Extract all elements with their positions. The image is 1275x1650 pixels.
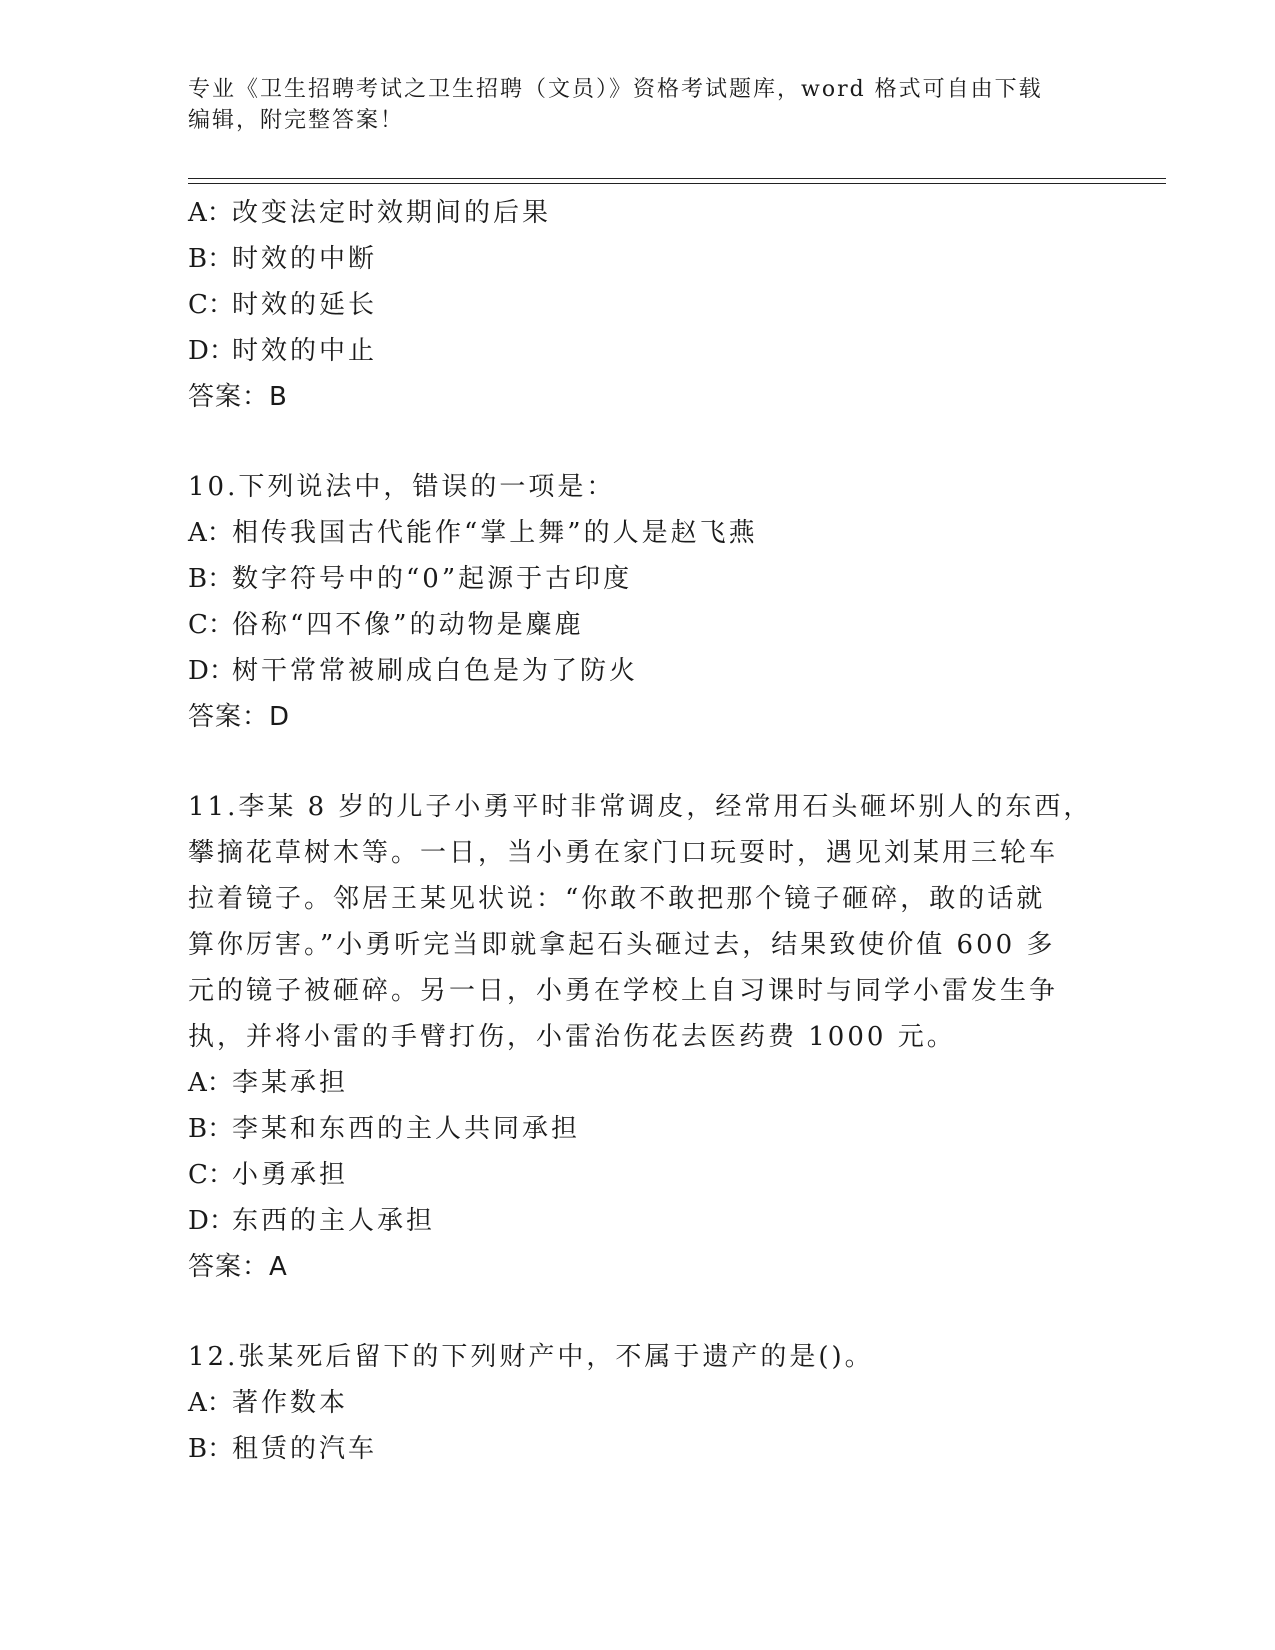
stem-line: 算你厉害。”小勇听完当即就拿起石头砸过去，结果致使价值 600 多: [188, 930, 1056, 960]
option-letter: C：: [188, 290, 234, 320]
option-letter: D：: [188, 1206, 235, 1236]
header-line-1: 专业《卫生招聘考试之卫生招聘（文员）》资格考试题库，word 格式可自由下载: [188, 77, 1043, 102]
option-d: [188, 328, 1068, 374]
option-letter: B：: [188, 244, 234, 274]
question-11: [188, 784, 1093, 1290]
question-stem: [188, 784, 1093, 1060]
answer-line: 答案：D: [188, 702, 291, 732]
option-b: [188, 1426, 1068, 1472]
question-10: [188, 464, 1068, 740]
option-text: 俗称“四不像”的动物是麋鹿: [232, 610, 584, 640]
document-header: [188, 74, 1088, 136]
option-letter: B：: [188, 1114, 234, 1144]
question-9: [188, 190, 1068, 420]
stem-line: 执，并将小雷的手臂打伤，小雷治伤花去医药费 1000 元。: [188, 1022, 956, 1052]
option-d: [188, 1198, 1068, 1244]
answer-line: 答案：B: [188, 382, 288, 412]
option-text: 著作数本: [232, 1388, 349, 1418]
option-letter: A：: [188, 198, 233, 228]
option-c: [188, 282, 1068, 328]
stem-line: 拉着镜子。邻居王某见状说：“你敢不敢把那个镜子砸碎，敢的话就: [188, 884, 1046, 914]
option-text: 小勇承担: [232, 1160, 349, 1190]
option-text: 时效的中断: [232, 244, 378, 274]
option-a: [188, 190, 1068, 236]
option-letter: C：: [188, 1160, 234, 1190]
option-text: 树干常常被刷成白色是为了防火: [232, 656, 639, 686]
option-letter: A：: [188, 1068, 233, 1098]
option-text: 租赁的汽车: [232, 1434, 378, 1464]
option-text: 东西的主人承担: [232, 1206, 436, 1236]
header-line-2: 编辑，附完整答案！: [188, 108, 405, 133]
answer-line: 答案：A: [188, 1252, 288, 1282]
option-b: [188, 556, 1068, 602]
option-letter: A：: [188, 518, 233, 548]
option-text: 改变法定时效期间的后果: [232, 198, 552, 228]
option-b: [188, 236, 1068, 282]
question-content: [188, 190, 1093, 1472]
option-d: [188, 648, 1068, 694]
option-text: 时效的延长: [232, 290, 378, 320]
option-a: [188, 510, 1068, 556]
option-a: [188, 1060, 1068, 1106]
stem-line: 元的镜子被砸碎。另一日，小勇在学校上自习课时与同学小雷发生争: [188, 976, 1059, 1006]
header-divider-bottom: [188, 183, 1166, 184]
stem-line: 攀摘花草树木等。一日，当小勇在家门口玩耍时，遇见刘某用三轮车: [188, 838, 1059, 868]
option-a: [188, 1380, 1068, 1426]
question-stem: 10.下列说法中，错误的一项是：: [188, 472, 616, 502]
option-letter: B：: [188, 564, 234, 594]
option-text: 相传我国古代能作“掌上舞”的人是赵飞燕: [232, 518, 758, 548]
option-letter: A：: [188, 1388, 233, 1418]
option-text: 数字符号中的“0”起源于古印度: [232, 564, 633, 594]
option-letter: C：: [188, 610, 234, 640]
stem-line: 11.李某 8 岁的儿子小勇平时非常调皮，经常用石头砸坏别人的东西，: [188, 792, 1093, 822]
question-12: [188, 1334, 1068, 1472]
option-c: [188, 1152, 1068, 1198]
header-divider-top: [188, 178, 1166, 179]
option-c: [188, 602, 1068, 648]
option-text: 李某承担: [232, 1068, 349, 1098]
option-text: 时效的中止: [232, 336, 378, 366]
option-b: [188, 1106, 1068, 1152]
question-stem: 12.张某死后留下的下列财产中，不属于遗产的是()。: [188, 1342, 874, 1372]
option-letter: B：: [188, 1434, 234, 1464]
option-letter: D：: [188, 336, 235, 366]
option-letter: D：: [188, 656, 235, 686]
option-text: 李某和东西的主人共同承担: [232, 1114, 581, 1144]
